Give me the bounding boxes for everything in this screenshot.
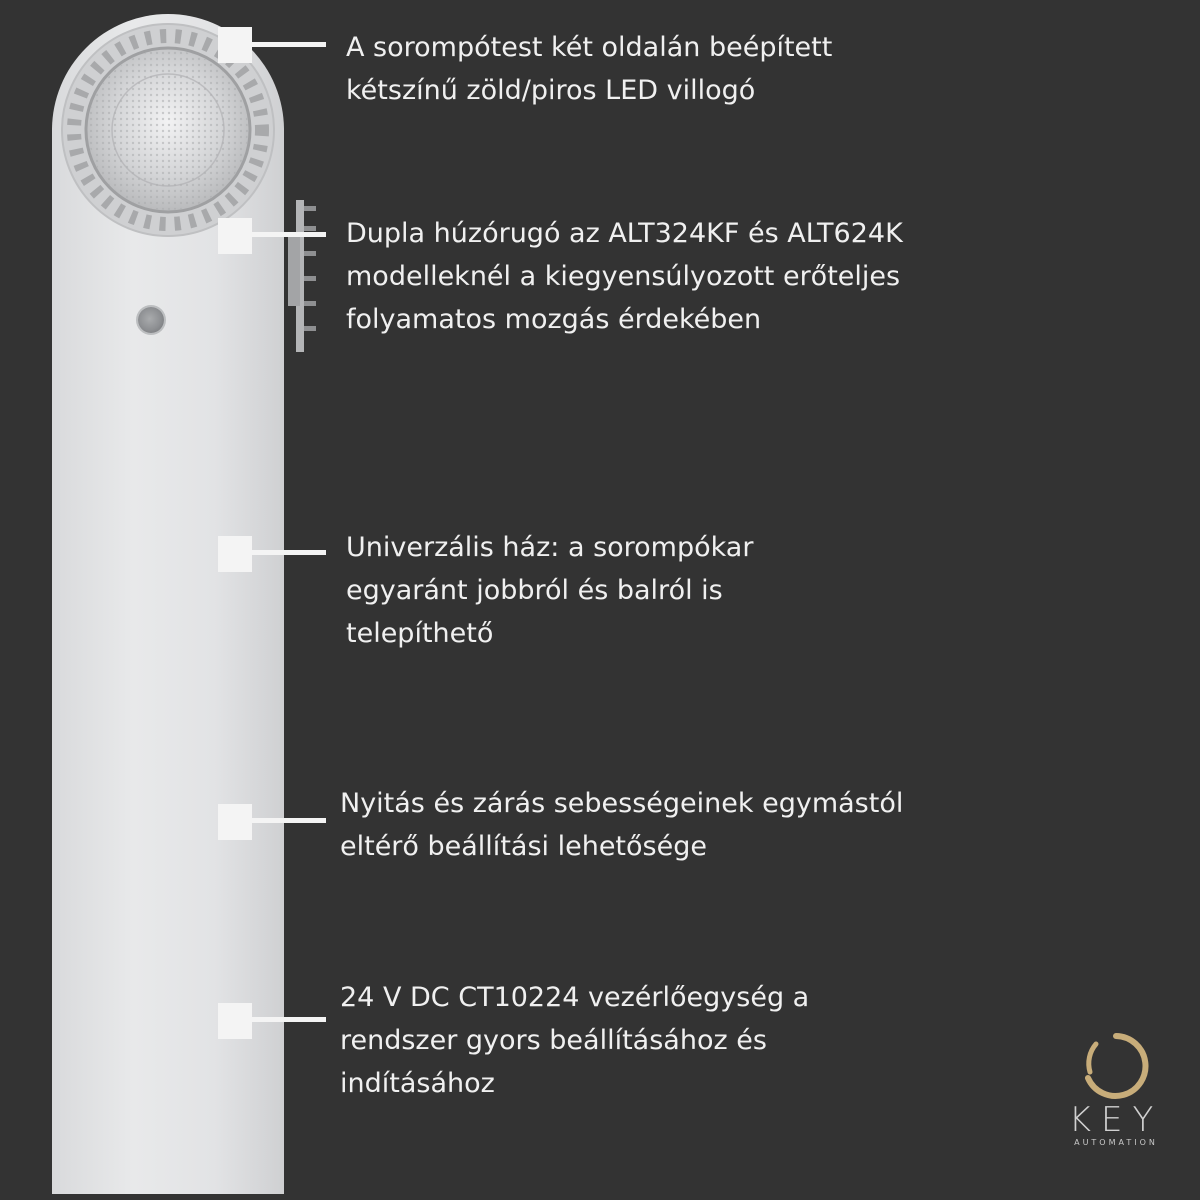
- callout-text-3: Univerzális ház: a sorompókar egyaránt jobbról és balról is telepíthető: [346, 532, 754, 649]
- key-automation-logo: [1066, 1032, 1166, 1152]
- logo-ring-icon: [1066, 1032, 1166, 1102]
- callout-text-1: A sorompótest két oldalán beépített kétszínű zöld/piros LED villogó: [346, 32, 833, 106]
- brand-name: KEY: [1068, 1100, 1164, 1140]
- callout-text-2: Dupla húzórugó az ALT324KF és ALT624K modelleknél a kiegyensúlyozott erőteljes folyamatos mozgás érdekében: [346, 218, 903, 335]
- callout-text-4: Nyitás és zárás sebességeinek egymástól eltérő beállítási lehetősége: [340, 788, 904, 862]
- callout-leader-1: [250, 42, 326, 47]
- brand-tagline: AUTOMATION: [1074, 1138, 1158, 1147]
- callout-text-5: 24 V DC CT10224 vezérlőegység a rendszer gyors beállításához és indításához: [340, 982, 810, 1099]
- spring-mount-bracket: [284, 196, 320, 356]
- callout-marker-5: [218, 1003, 252, 1039]
- callout-leader-4: [250, 818, 326, 823]
- callout-marker-4: [218, 804, 252, 840]
- callout-marker-3: [218, 536, 252, 572]
- callout-leader-3: [250, 550, 326, 555]
- callout-marker-1: [218, 27, 252, 63]
- lock-keyhole: [138, 307, 164, 333]
- callout-marker-2: [218, 218, 252, 254]
- callout-leader-5: [250, 1017, 326, 1022]
- callout-leader-2: [250, 232, 326, 237]
